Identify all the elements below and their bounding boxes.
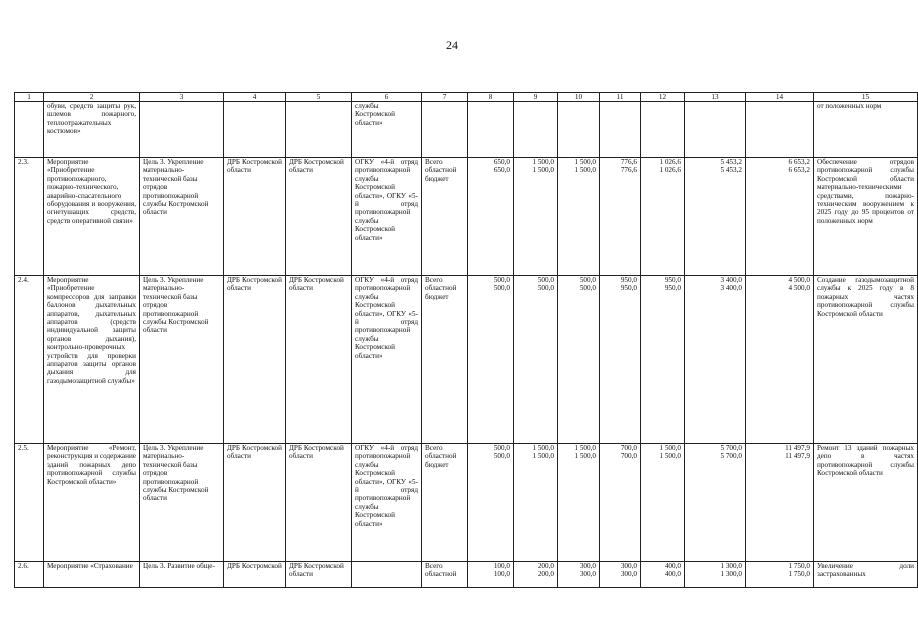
column-number: 15: [814, 93, 918, 102]
value-col-13-line: 5 700,0: [720, 452, 742, 461]
co-executor: ДРБ Костромской области: [286, 276, 352, 444]
responsible-executor: ДРБ Костромской области: [224, 444, 286, 562]
value-col-14-line: 4 500,0: [788, 284, 810, 293]
value-col-9: [514, 562, 558, 588]
value-col-12-line: 1 500,0: [659, 444, 681, 452]
funding-source-line: Всего: [425, 444, 443, 452]
value-col-10: [558, 562, 600, 588]
value-col-14-line: 1 750,0: [788, 570, 810, 579]
value-col-9-line: 500,0: [537, 276, 554, 284]
value-col-14-line: 6 653,2: [788, 158, 810, 166]
value-col-12-line: 1 026,6: [659, 158, 681, 166]
measure-name: Мероприятие «Страхование: [44, 562, 140, 588]
value-col-9-line: 1 500,0: [532, 444, 554, 452]
value-col-9-line: 1 500,0: [532, 158, 554, 166]
funding-source-line: Всего: [425, 276, 443, 284]
value-col-13: [685, 562, 746, 588]
value-col-11-line: 700,0: [620, 452, 637, 461]
value-col-14-line: 4 500,0: [788, 276, 810, 284]
column-number: 3: [140, 93, 224, 102]
value-col-12-line: 400,0: [664, 570, 681, 579]
funding-source: [422, 444, 468, 562]
value-col-10: [558, 444, 600, 562]
value-col-14-line: 11 497,9: [785, 444, 810, 452]
row-number: 2.3.: [15, 158, 44, 276]
funding-source-line: областной бюджет: [425, 166, 457, 183]
value-col-14: [746, 102, 814, 158]
page-number: 24: [446, 38, 458, 52]
recipient-cell: ОГКУ «4-й отряд противопожарной службы Костромской области», ОГКУ «5-й отряд противопожарной службы Костромской области»: [352, 276, 422, 444]
value-col-11-line: 950,0: [620, 276, 637, 284]
value-col-12: [641, 444, 685, 562]
co-executor: ДРБ Костромской области: [286, 158, 352, 276]
value-col-9-line: 200,0: [537, 562, 554, 570]
column-number: 7: [422, 93, 468, 102]
measure-name: Мероприятие «Ремонт, реконструкция и содержание зданий пожарных депо противопожарной службы Костромской области»: [44, 444, 140, 562]
column-number: 2: [44, 93, 140, 102]
value-col-13-line: 1 300,0: [720, 562, 742, 570]
column-number: 12: [641, 93, 685, 102]
value-col-12-line: 950,0: [664, 276, 681, 284]
row-number: [15, 102, 44, 158]
column-number: 10: [558, 93, 600, 102]
funding-source: [422, 562, 468, 588]
value-col-14-line: 11 497,9: [785, 452, 810, 461]
funding-source-line: областной бюджет: [425, 452, 457, 469]
table-row: [15, 562, 918, 588]
expected-result: Увеличение доли застрахованных: [814, 562, 918, 588]
column-number: 1: [15, 93, 44, 102]
measure-name: Мероприятие «Приобретение компрессоров для заправки баллонов дыхательных аппаратов, дыхательных аппаратов (средств индивидуальной защиты органов дыхания), контрольно-проверочных устройств для проверки аппаратов защиты органов дыхания для газодымозащитной службы»: [44, 276, 140, 444]
table-row: [15, 444, 918, 562]
value-col-8-line: 500,0: [493, 444, 510, 452]
expected-result: от положенных норм: [814, 102, 918, 158]
value-col-13-line: 5 700,0: [720, 444, 742, 452]
column-number: 5: [286, 93, 352, 102]
funding-source-line: Всего: [425, 158, 443, 166]
value-col-8: [468, 102, 514, 158]
program-table: [14, 92, 918, 588]
recipient-cell: ОГКУ «4-й отряд противопожарной службы Костромской области», ОГКУ «5-й отряд противопожарной службы Костромской области»: [352, 444, 422, 562]
table-row: [15, 276, 918, 444]
goal-cell: [140, 102, 224, 158]
funding-source: [422, 276, 468, 444]
goal-cell: Цель 3. Развитие обще-: [140, 562, 224, 588]
value-col-11: [600, 562, 641, 588]
value-col-9-line: 500,0: [537, 284, 554, 293]
funding-source: [422, 158, 468, 276]
value-col-12: [641, 562, 685, 588]
goal-cell: Цель 3. Укрепление материально-технической базы отрядов противопожарной службы Костромской области: [140, 158, 224, 276]
value-col-13-line: 3 400,0: [720, 276, 742, 284]
value-col-8-line: 500,0: [493, 276, 510, 284]
value-col-10: [558, 158, 600, 276]
responsible-executor: ДРБ Костромской: [224, 562, 286, 588]
column-number-row: [15, 93, 918, 102]
value-col-13: [685, 158, 746, 276]
value-col-8-line: 650,0: [493, 166, 510, 175]
value-col-12-line: 950,0: [664, 284, 681, 293]
column-number: 9: [514, 93, 558, 102]
value-col-9: [514, 102, 558, 158]
value-col-14: [746, 276, 814, 444]
value-col-8: [468, 562, 514, 588]
row-number: 2.6.: [15, 562, 44, 588]
column-number: 6: [352, 93, 422, 102]
value-col-13: [685, 276, 746, 444]
value-col-11: [600, 276, 641, 444]
value-col-10: [558, 276, 600, 444]
value-col-9: [514, 276, 558, 444]
table-row: [15, 158, 918, 276]
co-executor: ДРБ Костромской области: [286, 444, 352, 562]
value-col-11: [600, 158, 641, 276]
column-number: 13: [685, 93, 746, 102]
value-col-8: [468, 444, 514, 562]
expected-result: Создание газодымозащитной службы к 2025 году в 8 пожарных частях противопожарной службы Костромской области: [814, 276, 918, 444]
value-col-13-line: 3 400,0: [720, 284, 742, 293]
value-col-14-line: 1 750,0: [788, 562, 810, 570]
co-executor: ДРБ Костромской области: [286, 562, 352, 588]
goal-cell: Цель 3. Укрепление материально-технической базы отрядов противопожарной службы Костромской области: [140, 276, 224, 444]
value-col-14: [746, 444, 814, 562]
column-number: 4: [224, 93, 286, 102]
value-col-13: [685, 444, 746, 562]
funding-source-line: областной: [425, 570, 457, 579]
value-col-8: [468, 276, 514, 444]
value-col-8-line: 500,0: [493, 284, 510, 293]
responsible-executor: [224, 102, 286, 158]
value-col-10-line: 300,0: [579, 570, 596, 579]
value-col-12-line: 1 026,6: [659, 166, 681, 175]
value-col-12-line: 400,0: [664, 562, 681, 570]
column-number: 11: [600, 93, 641, 102]
row-number: 2.4.: [15, 276, 44, 444]
value-col-11-line: 776,6: [620, 166, 637, 175]
row-number: 2.5.: [15, 444, 44, 562]
value-col-11: [600, 102, 641, 158]
responsible-executor: ДРБ Костромской области: [224, 276, 286, 444]
measure-name: обуви, средств защиты рук, шлемов пожарного, теплоотражательных костюмов»: [44, 102, 140, 158]
value-col-10: [558, 102, 600, 158]
value-col-10-line: 1 500,0: [574, 166, 596, 175]
goal-cell: Цель 3. Укрепление материально-технической базы отрядов противопожарной службы Костромской области: [140, 444, 224, 562]
value-col-9-line: 200,0: [537, 570, 554, 579]
value-col-8-line: 100,0: [493, 570, 510, 579]
recipient-cell: службы Костромской области»: [352, 102, 422, 158]
value-col-12: [641, 276, 685, 444]
value-col-10-line: 1 500,0: [574, 158, 596, 166]
value-col-11: [600, 444, 641, 562]
measure-name: Мероприятие «Приобретение противопожарного, пожарно-технического, аварийно-спасательного оборудования и вооружения, огнетушащих средств, средств оперативной связи»: [44, 158, 140, 276]
value-col-11-line: 700,0: [620, 444, 637, 452]
value-col-10-line: 1 500,0: [574, 452, 596, 461]
value-col-10-line: 500,0: [579, 284, 596, 293]
expected-result: Обеспечение отрядов противопожарной службы Костромской области материально-техническими средствами, пожарно-техническим вооружением к 2025 году до 95 процентов от положенных норм: [814, 158, 918, 276]
value-col-11-line: 950,0: [620, 284, 637, 293]
value-col-10-line: 500,0: [579, 276, 596, 284]
value-col-10-line: 1 500,0: [574, 444, 596, 452]
value-col-13-line: 1 300,0: [720, 570, 742, 579]
value-col-13: [685, 102, 746, 158]
value-col-9: [514, 158, 558, 276]
recipient-cell: [352, 562, 422, 588]
value-col-8: [468, 158, 514, 276]
table-row: [15, 102, 918, 158]
value-col-8-line: 500,0: [493, 452, 510, 461]
value-col-13-line: 5 453,2: [720, 166, 742, 175]
recipient-cell: ОГКУ «4-й отряд противопожарной службы Костромской области», ОГКУ «5-й отряд противопожарной службы Костромской области»: [352, 158, 422, 276]
value-col-12: [641, 158, 685, 276]
value-col-13-line: 5 453,2: [720, 158, 742, 166]
value-col-9-line: 1 500,0: [532, 166, 554, 175]
funding-source-line: областной бюджет: [425, 284, 457, 301]
value-col-10-line: 300,0: [579, 562, 596, 570]
value-col-12-line: 1 500,0: [659, 452, 681, 461]
value-col-14-line: 6 653,2: [788, 166, 810, 175]
value-col-9-line: 1 500,0: [532, 452, 554, 461]
value-col-14: [746, 562, 814, 588]
value-col-14: [746, 158, 814, 276]
value-col-12: [641, 102, 685, 158]
value-col-9: [514, 444, 558, 562]
value-col-11-line: 300,0: [620, 562, 637, 570]
value-col-8-line: 650,0: [493, 158, 510, 166]
value-col-11-line: 300,0: [620, 570, 637, 579]
expected-result: Ремонт 13 зданий пожарных депо в частях противопожарной службы Костромской области: [814, 444, 918, 562]
value-col-11-line: 776,6: [620, 158, 637, 166]
funding-source-line: Всего: [425, 562, 443, 570]
funding-source: [422, 102, 468, 158]
value-col-8-line: 100,0: [493, 562, 510, 570]
co-executor: [286, 102, 352, 158]
column-number: 14: [746, 93, 814, 102]
column-number: 8: [468, 93, 514, 102]
responsible-executor: ДРБ Костромской области: [224, 158, 286, 276]
